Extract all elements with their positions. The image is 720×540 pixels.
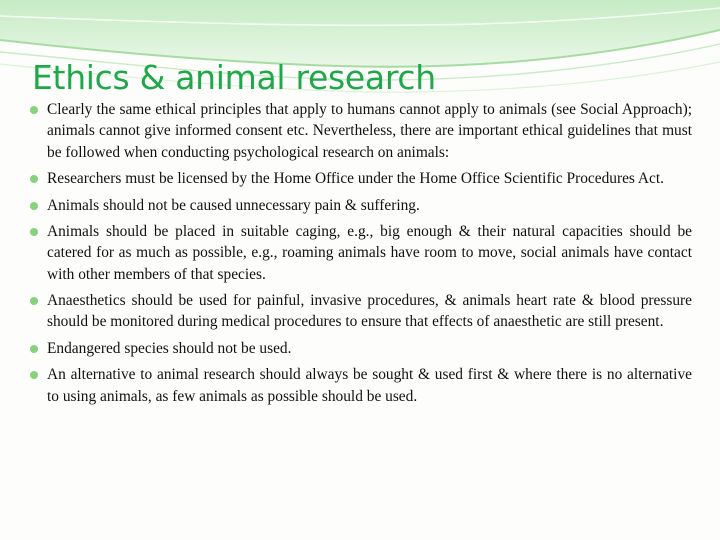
list-item (30, 364, 692, 407)
slide-title: Ethics & animal research (32, 58, 436, 97)
list-item (30, 221, 692, 285)
bullet-text: Researchers must be licensed by the Home Office under the Home Office Scientific Procedures Act. (47, 170, 664, 188)
bullet-dot-icon (30, 371, 38, 379)
bullet-dot-icon (30, 345, 38, 353)
bullet-text: Endangered species should not be used. (47, 339, 292, 357)
list-item (30, 168, 692, 189)
bullet-list (30, 99, 692, 412)
list-item (30, 338, 692, 359)
bullet-text: Clearly the same ethical principles that apply to humans cannot apply to animals (see Social Approach); animals cannot give informed consent etc. Nevertheless, there are important ethical guidelines that must be followed when conducting psychological research on animals: (47, 101, 692, 161)
bullet-text: An alternative to animal research should always be sought & used first & where there is no alternative to using animals, as few animals as possible should be used. (47, 366, 692, 405)
bullet-text: Animals should be placed in suitable caging, e.g., big enough & their natural capacities should be catered for as much as possible, e.g., roaming animals have room to move, social animals have contact with other members of that species. (47, 223, 692, 283)
bullet-dot-icon (30, 297, 38, 305)
list-item (30, 290, 692, 333)
list-item (30, 99, 692, 163)
bullet-text: Animals should not be caused unnecessary pain & suffering. (47, 196, 420, 214)
bullet-dot-icon (30, 106, 38, 114)
bullet-dot-icon (30, 175, 38, 183)
list-item (30, 195, 692, 216)
bullet-dot-icon (30, 228, 38, 236)
bullet-dot-icon (30, 202, 38, 210)
bullet-text: Anaesthetics should be used for painful, invasive procedures, & animals heart rate & blood pressure should be monitored during medical procedures to ensure that effects of anaesthetic are still present. (47, 292, 692, 331)
